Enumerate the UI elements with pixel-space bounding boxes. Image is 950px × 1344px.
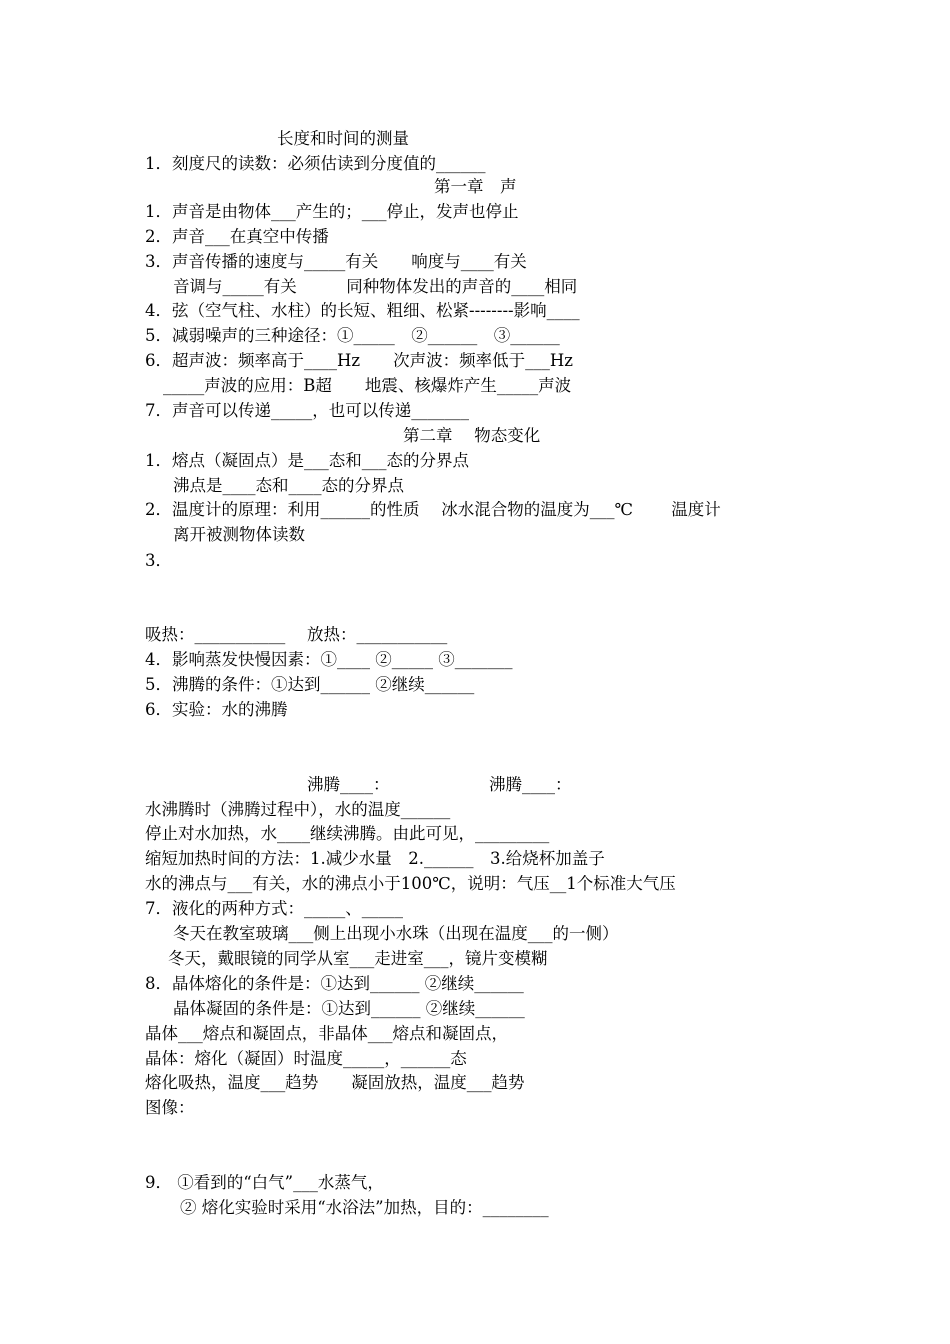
text-line: 4．影响蒸发快慢因素：①____ ②_____ ③_______	[145, 650, 513, 669]
text-line: 5．沸腾的条件：①达到______ ②继续______	[145, 675, 475, 694]
text-line: 熔化吸热，温度___趋势 凝固放热，温度___趋势	[145, 1073, 525, 1092]
text-line: 长度和时间的测量	[277, 129, 409, 148]
text-line: 图像：	[145, 1098, 195, 1117]
text-line: 1．声音是由物体___产生的；___停止，发声也停止	[145, 202, 519, 221]
chapter-title: 第二章 物态变化	[403, 426, 541, 445]
text-line: 晶体：熔化（凝固）时温度_____，______态	[145, 1049, 467, 1068]
text-line: 1．刻度尺的读数：必须估读到分度值的______	[145, 154, 486, 173]
text-line: 沸腾____：	[307, 775, 390, 794]
text-line: ② 熔化实验时采用“水浴法”加热，目的：________	[180, 1198, 549, 1217]
text-line: 晶体凝固的条件是：①达到______ ②继续______	[173, 999, 525, 1018]
text-line: 9． ①看到的“白气”___水蒸气，	[145, 1173, 384, 1192]
text-line: 6．实验：水的沸腾	[145, 700, 288, 719]
text-line: 水的沸点与___有关，水的沸点小于100℃，说明：气压__1个标准大气压	[145, 874, 676, 893]
text-line: 沸腾____：	[489, 775, 572, 794]
text-line: 8．晶体熔化的条件是：①达到______ ②继续______	[145, 974, 524, 993]
text-line: 冬天在教室玻璃___侧上出现小水珠（出现在温度___的一侧）	[173, 924, 619, 943]
text-line: 7．声音可以传递_____，也可以传递_______	[145, 401, 469, 420]
text-line: 2．声音___在真空中传播	[145, 227, 329, 246]
text-line: 1．熔点（凝固点）是___态和___态的分界点	[145, 451, 469, 470]
text-line: 4．弦（空气柱、水柱）的长短、粗细、松紧--------影响____	[145, 301, 580, 320]
text-line: 2．温度计的原理：利用______的性质 冰水混合物的温度为___℃ 温度计	[145, 500, 721, 519]
text-line: 6．超声波：频率高于____Hz 次声波：频率低于___Hz	[145, 351, 573, 370]
text-line: 5．减弱噪声的三种途径：①_____ ②______ ③______	[145, 326, 560, 345]
text-line: 音调与_____有关 同种物体发出的声音的____相同	[173, 277, 578, 296]
text-line: 晶体___熔点和凝固点，非晶体___熔点和凝固点，	[145, 1024, 508, 1043]
text-line: 缩短加热时间的方法：1.减少水量 2.______ 3.给烧杯加盖子	[145, 849, 605, 868]
text-line: 冬天，戴眼镜的同学从室___走进室___，镜片变模糊	[168, 949, 548, 968]
text-line: _____声波的应用：B超 地震、核爆炸产生_____声波	[163, 376, 572, 395]
text-line: 离开被测物体读数	[173, 525, 305, 544]
chapter-title: 第一章 声	[434, 177, 517, 196]
text-line: 停止对水加热，水____继续沸腾。由此可见，_________	[145, 824, 550, 843]
text-line: 吸热：___________ 放热：___________	[145, 625, 448, 644]
text-line: 7．液化的两种方式：_____、_____	[145, 899, 403, 918]
text-line: 水沸腾时（沸腾过程中），水的温度______	[145, 800, 451, 819]
text-line: 沸点是____态和____态的分界点	[173, 476, 404, 495]
text-line: 3．声音传播的速度与_____有关 响度与____有关	[145, 252, 527, 271]
text-line: 3．	[145, 551, 172, 570]
